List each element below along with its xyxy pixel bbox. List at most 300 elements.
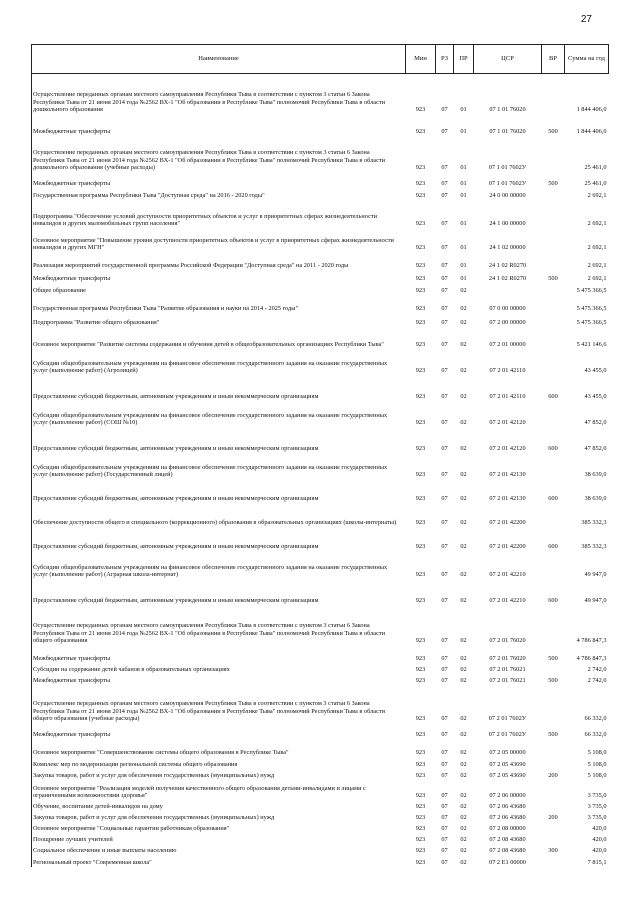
- cell-rz: 07: [441, 543, 448, 551]
- header-min: Мин: [406, 45, 436, 74]
- cell-pr: 02: [460, 847, 467, 855]
- cell-rz: 07: [441, 597, 448, 605]
- cell-min: 923: [415, 666, 426, 674]
- cell-min: 923: [415, 772, 426, 780]
- cell-rz: 07: [441, 164, 448, 172]
- cell-vr: [542, 228, 565, 252]
- table-row: [32, 188, 609, 200]
- cell-csr: 24 1 02 00000: [489, 244, 526, 252]
- table-row: [32, 479, 609, 503]
- cell-min: 923: [415, 836, 426, 844]
- cell-sum: 43 455,0: [584, 393, 607, 401]
- cell-rz: 07: [441, 180, 448, 188]
- cell-rz: 07: [441, 367, 448, 375]
- cell-min: 923: [415, 287, 426, 295]
- cell-csr: 07 2 01 76021: [489, 666, 526, 674]
- cell-sum: 420,0: [592, 847, 607, 855]
- cell-min: 923: [415, 367, 426, 375]
- cell-rz: 07: [441, 244, 448, 252]
- cell-vr: 200: [548, 814, 558, 822]
- cell-pr: 01: [460, 262, 467, 270]
- cell-sum: 385 332,3: [581, 543, 607, 551]
- cell-rz: 07: [441, 445, 448, 453]
- cell-sum: 5 475 366,5: [576, 287, 607, 295]
- cell-vr: [542, 739, 565, 757]
- cell-pr: 01: [460, 192, 467, 200]
- cell-name: Осуществление переданных органам местного самоуправления Республики Тыва в соответствии с пунктом 3 статьи 6 Закона Республики Тыва от 21 июня 2014 года №2562 ВХ-1 "Об образовании в Республике Тыва" полномочий Республики Тыва в области общего образования (учебные расходы): [32, 685, 406, 723]
- table-row: [32, 349, 609, 375]
- cell-csr: 07 2 01 42110: [489, 393, 526, 401]
- cell-csr: 07 2 06 00000: [489, 792, 526, 800]
- cell-min: 923: [415, 471, 426, 479]
- cell-vr: 600: [548, 393, 558, 401]
- cell-csr: 24 0 00 00000: [489, 192, 526, 200]
- cell-vr: 500: [548, 180, 558, 188]
- cell-csr: 07 2 00 00000: [489, 319, 526, 327]
- table-row: [32, 295, 609, 313]
- cell-vr: [542, 780, 565, 800]
- cell-rz: 07: [441, 275, 448, 283]
- cell-name: Осуществление переданных органам местного самоуправления Республики Тыва в соответствии с пунктом 3 статьи 6 Закона Республики Тыва от 21 июня 2014 года №2562 ВХ-1 "Об образовании в Республике Тыва" полномочий Республики Тыва в области общего образования: [32, 605, 406, 645]
- cell-name: Социальное обеспечение и иные выплаты населению: [32, 844, 406, 855]
- cell-rz: 07: [441, 655, 448, 663]
- cell-csr: 07 2 01 42120: [489, 445, 526, 453]
- table-row: [32, 844, 609, 855]
- cell-rz: 07: [441, 262, 448, 270]
- cell-name: Основное мероприятие "Совершенствование системы общего образования в Республике Тыва": [32, 739, 406, 757]
- cell-vr: [542, 200, 565, 228]
- header-name: Наименование: [32, 45, 406, 74]
- table-row: [32, 270, 609, 283]
- cell-name: Предоставление субсидий бюджетным, автономным учреждениям и иным некоммерческим организациям: [32, 527, 406, 551]
- cell-rz: 07: [441, 519, 448, 527]
- page-number: 27: [580, 14, 592, 25]
- cell-rz: 07: [441, 637, 448, 645]
- header-vr: ВР: [542, 45, 565, 74]
- cell-pr: 02: [460, 287, 467, 295]
- cell-min: 923: [415, 655, 426, 663]
- cell-pr: 02: [460, 519, 467, 527]
- cell-pr: 01: [460, 275, 467, 283]
- cell-sum: 2 692,1: [587, 275, 607, 283]
- cell-sum: 38 639,0: [584, 495, 607, 503]
- cell-pr: 02: [460, 761, 467, 769]
- table-row: [32, 833, 609, 844]
- cell-name: Предоставление субсидий бюджетным, автономным учреждениям и иным некоммерческим организациям: [32, 375, 406, 401]
- cell-name: Осуществление переданных органам местного самоуправления Республики Тыва в соответствии с пунктом 3 статьи 6 Закона Республики Тыва от 21 июня 2014 года №2562 ВХ-1 "Об образовании в Республике Тыва" полномочий Республики Тыва в области дошкольного образования (учебные расходы): [32, 136, 406, 172]
- cell-rz: 07: [441, 847, 448, 855]
- cell-pr: 02: [460, 341, 467, 349]
- cell-vr: 500: [548, 731, 558, 739]
- cell-sum: 5 475 366,5: [576, 305, 607, 313]
- cell-csr: 07 2 01 76021: [489, 677, 526, 685]
- cell-rz: 07: [441, 792, 448, 800]
- cell-sum: 420,0: [592, 836, 607, 844]
- cell-pr: 02: [460, 749, 467, 757]
- cell-csr: 07 2 01 42210: [489, 597, 526, 605]
- cell-csr: 07 2 05 43690: [489, 772, 526, 780]
- cell-sum: 49 947,0: [584, 571, 607, 579]
- cell-min: 923: [415, 128, 426, 136]
- cell-rz: 07: [441, 677, 448, 685]
- cell-min: 923: [415, 749, 426, 757]
- cell-name: Комплекс мер по модернизации региональной системы общего образования: [32, 757, 406, 769]
- cell-min: 923: [415, 244, 426, 252]
- cell-vr: [542, 685, 565, 723]
- cell-name: Субсидии на содержание детей чабанов в образовательных организациях: [32, 663, 406, 674]
- cell-csr: 07 2 01 42130: [489, 495, 526, 503]
- cell-rz: 07: [441, 305, 448, 313]
- cell-pr: 02: [460, 419, 467, 427]
- table-row: [32, 453, 609, 479]
- cell-sum: 1 844 406,0: [576, 106, 607, 114]
- table-row: [32, 800, 609, 811]
- cell-sum: 2 692,1: [587, 244, 607, 252]
- cell-sum: 2 742,0: [587, 666, 607, 674]
- table-row: [32, 723, 609, 739]
- cell-vr: [542, 252, 565, 270]
- table-row: [32, 769, 609, 780]
- cell-csr: 07 2 01 42120: [489, 419, 526, 427]
- budget-table: [31, 44, 609, 867]
- cell-vr: 600: [548, 445, 558, 453]
- header-csr: ЦСР: [474, 45, 542, 74]
- cell-vr: 500: [548, 677, 558, 685]
- cell-csr: 07 1 01 7602У: [488, 164, 527, 172]
- cell-name: Основное мероприятие "Развитие системы содержания и обучения детей в общеобразовательных организациях Республики Тыва": [32, 327, 406, 349]
- cell-csr: 07 2 06 43680: [489, 814, 526, 822]
- cell-rz: 07: [441, 495, 448, 503]
- table-row: [32, 811, 609, 822]
- cell-name: Основное мероприятие "Реализация моделей получения качественного общего образования детьми-инвалидами и лицами с ограниченными возможностями здоровья": [32, 780, 406, 800]
- cell-vr: [542, 605, 565, 645]
- cell-vr: [542, 327, 565, 349]
- cell-name: Осуществление переданных органам местного самоуправления Республики Тыва в соответствии с пунктом 3 статьи 6 Закона Республики Тыва от 21 июня 2014 года №2562 ВХ-1 "Об образовании в Республике Тыва" полномочий Республики Тыва в области дошкольного образования: [32, 74, 406, 114]
- cell-rz: 07: [441, 825, 448, 833]
- cell-name: Обеспечение доступности общего и специального (коррекционного) образования в образовательных организациях (школы-интернаты): [32, 503, 406, 527]
- cell-vr: [542, 295, 565, 313]
- cell-vr: 600: [548, 495, 558, 503]
- cell-vr: [542, 800, 565, 811]
- cell-vr: [542, 136, 565, 172]
- cell-pr: 02: [460, 792, 467, 800]
- cell-name: Основное мероприятие "Повышение уровня доступности приоритетных объектов и услуг в приоритетных сферах жизнедеятельности инвалидов и других МГН": [32, 228, 406, 252]
- cell-pr: 02: [460, 825, 467, 833]
- cell-min: 923: [415, 106, 426, 114]
- cell-min: 923: [415, 262, 426, 270]
- cell-vr: 500: [548, 275, 558, 283]
- cell-min: 923: [415, 220, 426, 228]
- cell-pr: 02: [460, 803, 467, 811]
- table-row: [32, 172, 609, 188]
- cell-vr: [542, 855, 565, 867]
- cell-min: 923: [415, 803, 426, 811]
- cell-name: Подпрограмма "Обеспечение условий доступности приоритетных объектов и услуг в приоритетных сферах жизнедеятельности инвалидов и других маломобильных групп населения": [32, 200, 406, 228]
- table-row: [32, 685, 609, 723]
- cell-vr: [542, 349, 565, 375]
- cell-pr: 02: [460, 677, 467, 685]
- cell-rz: 07: [441, 836, 448, 844]
- cell-sum: 25 461,0: [584, 164, 607, 172]
- cell-csr: 07 2 01 7602У: [488, 731, 527, 739]
- table-row: [32, 283, 609, 295]
- cell-csr: 07 2 08 00000: [489, 825, 526, 833]
- cell-name: Обучение, воспитание детей-инвалидов на дому: [32, 800, 406, 811]
- cell-min: 923: [415, 814, 426, 822]
- cell-min: 923: [415, 825, 426, 833]
- cell-sum: 2 692,1: [587, 192, 607, 200]
- cell-vr: 200: [548, 772, 558, 780]
- cell-vr: [542, 663, 565, 674]
- cell-pr: 01: [460, 180, 467, 188]
- cell-min: 923: [415, 319, 426, 327]
- cell-pr: 02: [460, 597, 467, 605]
- cell-rz: 07: [441, 106, 448, 114]
- table-row: [32, 663, 609, 674]
- cell-csr: 07 2 01 42200: [489, 519, 526, 527]
- cell-rz: 07: [441, 393, 448, 401]
- cell-min: 923: [415, 419, 426, 427]
- header-sum: Сумма на год: [565, 45, 609, 74]
- cell-rz: 07: [441, 772, 448, 780]
- cell-sum: 3 735,0: [587, 792, 607, 800]
- cell-name: Реализация мероприятий государственной программы Российской Федерации "Доступная среда" на 2011 - 2020 годы: [32, 252, 406, 270]
- cell-sum: 5 421 146,6: [576, 341, 607, 349]
- cell-pr: 02: [460, 393, 467, 401]
- cell-sum: 3 735,0: [587, 814, 607, 822]
- cell-min: 923: [415, 164, 426, 172]
- cell-rz: 07: [441, 715, 448, 723]
- table-row: [32, 527, 609, 551]
- cell-min: 923: [415, 677, 426, 685]
- cell-pr: 02: [460, 859, 467, 867]
- cell-rz: 07: [441, 128, 448, 136]
- cell-min: 923: [415, 637, 426, 645]
- cell-csr: 07 2 E1 00000: [489, 859, 526, 867]
- cell-rz: 07: [441, 803, 448, 811]
- cell-pr: 02: [460, 471, 467, 479]
- cell-min: 923: [415, 275, 426, 283]
- cell-vr: 500: [548, 655, 558, 663]
- cell-sum: 7 815,1: [587, 859, 607, 867]
- cell-name: Субсидии общеобразовательным учреждениям на финансовое обеспечение государственного задания на оказание государственных услуг (выполнение работ) (Государственный лицей): [32, 453, 406, 479]
- cell-rz: 07: [441, 471, 448, 479]
- cell-csr: 07 2 06 43680: [489, 803, 526, 811]
- cell-csr: 07 0 00 00000: [489, 305, 526, 313]
- table-row: [32, 757, 609, 769]
- table-row: [32, 645, 609, 663]
- table-row: [32, 674, 609, 685]
- cell-vr: [542, 188, 565, 200]
- cell-csr: 07 2 01 42210: [489, 571, 526, 579]
- cell-name: Подпрограмма "Развитие общего образования": [32, 313, 406, 327]
- cell-name: Межбюджетные трансферты: [32, 645, 406, 663]
- cell-pr: 02: [460, 666, 467, 674]
- cell-csr: 07 1 01 7602У: [488, 180, 527, 188]
- cell-csr: 24 1 00 00000: [489, 220, 526, 228]
- cell-rz: 07: [441, 287, 448, 295]
- cell-name: Субсидии общеобразовательным учреждениям на финансовое обеспечение государственного задания на оказание государственных услуг (выполнение работ) (СОШ №10): [32, 401, 406, 427]
- cell-rz: 07: [441, 859, 448, 867]
- cell-min: 923: [415, 341, 426, 349]
- cell-rz: 07: [441, 666, 448, 674]
- cell-min: 923: [415, 847, 426, 855]
- cell-sum: 5 108,0: [587, 749, 607, 757]
- cell-csr: 07 2 01 42200: [489, 543, 526, 551]
- cell-vr: [542, 551, 565, 579]
- cell-name: Предоставление субсидий бюджетным, автономным учреждениям и иным некоммерческим организациям: [32, 427, 406, 453]
- cell-pr: 02: [460, 445, 467, 453]
- cell-name: Предоставление субсидий бюджетным, автономным учреждениям и иным некоммерческим организациям: [32, 479, 406, 503]
- cell-csr: 07 2 01 76020: [489, 655, 526, 663]
- cell-rz: 07: [441, 761, 448, 769]
- cell-min: 923: [415, 519, 426, 527]
- cell-min: 923: [415, 445, 426, 453]
- cell-min: 923: [415, 571, 426, 579]
- cell-pr: 02: [460, 715, 467, 723]
- cell-rz: 07: [441, 731, 448, 739]
- cell-min: 923: [415, 543, 426, 551]
- cell-name: Субсидии общеобразовательным учреждениям на финансовое обеспечение государственного задания на оказание государственных услуг (выполнение работ) (Агролицей): [32, 349, 406, 375]
- cell-min: 923: [415, 761, 426, 769]
- cell-sum: 1 844 406,0: [576, 128, 607, 136]
- table-row: [32, 579, 609, 605]
- table-row: [32, 200, 609, 228]
- cell-rz: 07: [441, 220, 448, 228]
- cell-sum: 4 786 847,3: [576, 655, 607, 663]
- table-row: [32, 401, 609, 427]
- cell-sum: 25 461,0: [584, 180, 607, 188]
- cell-pr: 02: [460, 772, 467, 780]
- cell-csr: 07 2 05 43690: [489, 761, 526, 769]
- table-row: [32, 739, 609, 757]
- cell-min: 923: [415, 180, 426, 188]
- cell-vr: [542, 401, 565, 427]
- cell-csr: 07 2 01 42110: [489, 367, 526, 375]
- cell-pr: 02: [460, 319, 467, 327]
- cell-sum: 3 735,0: [587, 803, 607, 811]
- table-row: [32, 855, 609, 867]
- cell-name: Межбюджетные трансферты: [32, 723, 406, 739]
- cell-min: 923: [415, 495, 426, 503]
- cell-sum: 2 742,0: [587, 677, 607, 685]
- cell-csr: 07 2 01 7602У: [488, 715, 527, 723]
- table-header: [32, 45, 609, 74]
- cell-vr: 500: [548, 128, 558, 136]
- cell-pr: 01: [460, 244, 467, 252]
- cell-sum: 49 947,0: [584, 597, 607, 605]
- cell-sum: 47 852,0: [584, 419, 607, 427]
- cell-name: Предоставление субсидий бюджетным, автономным учреждениям и иным некоммерческим организациям: [32, 579, 406, 605]
- cell-rz: 07: [441, 341, 448, 349]
- cell-sum: 66 332,0: [584, 715, 607, 723]
- header-pr: ПР: [454, 45, 474, 74]
- cell-csr: 07 1 01 76020: [489, 128, 526, 136]
- cell-name: Поощрение лучших учителей: [32, 833, 406, 844]
- table-row: [32, 427, 609, 453]
- cell-vr: 300: [548, 847, 558, 855]
- cell-min: 923: [415, 393, 426, 401]
- cell-name: Межбюджетные трансферты: [32, 270, 406, 283]
- cell-name: Общее образование: [32, 283, 406, 295]
- cell-min: 923: [415, 192, 426, 200]
- cell-pr: 01: [460, 220, 467, 228]
- cell-rz: 07: [441, 814, 448, 822]
- cell-pr: 02: [460, 731, 467, 739]
- cell-rz: 07: [441, 749, 448, 757]
- table-row: [32, 822, 609, 833]
- cell-pr: 02: [460, 655, 467, 663]
- cell-min: 923: [415, 792, 426, 800]
- cell-vr: [542, 313, 565, 327]
- cell-vr: [542, 503, 565, 527]
- cell-csr: 24 1 02 R0270: [488, 275, 527, 283]
- table-row: [32, 780, 609, 800]
- table-row: [32, 503, 609, 527]
- cell-pr: 02: [460, 495, 467, 503]
- table-row: [32, 136, 609, 172]
- cell-csr: 07 2 01 42130: [489, 471, 526, 479]
- table-row: [32, 74, 609, 114]
- cell-vr: 600: [548, 543, 558, 551]
- cell-pr: 01: [460, 128, 467, 136]
- table-row: [32, 327, 609, 349]
- cell-csr: 07 1 01 76020: [489, 106, 526, 114]
- table-body: [32, 74, 609, 867]
- table-row: [32, 114, 609, 136]
- cell-rz: 07: [441, 192, 448, 200]
- cell-pr: 02: [460, 367, 467, 375]
- cell-name: Межбюджетные трансферты: [32, 172, 406, 188]
- cell-sum: 5 108,0: [587, 772, 607, 780]
- cell-vr: [542, 453, 565, 479]
- table-row: [32, 313, 609, 327]
- cell-min: 923: [415, 859, 426, 867]
- cell-sum: 38 639,0: [584, 471, 607, 479]
- cell-sum: 5 108,0: [587, 761, 607, 769]
- cell-csr: 07 2 08 43680: [489, 836, 526, 844]
- cell-name: Закупка товаров, работ и услуг для обеспечения государственных (муниципальных) нужд: [32, 769, 406, 780]
- cell-min: 923: [415, 715, 426, 723]
- cell-vr: 600: [548, 597, 558, 605]
- cell-vr: [542, 757, 565, 769]
- cell-name: Государственная программа Республики Тыва "Развитие образования и науки на 2014 - 2025 годы": [32, 295, 406, 313]
- cell-name: Субсидии общеобразовательным учреждениям на финансовое обеспечение государственного задания на оказание государственных услуг (выполнение работ) (Аграрная школа-интернат): [32, 551, 406, 579]
- cell-pr: 02: [460, 543, 467, 551]
- cell-csr: [474, 283, 542, 295]
- cell-vr: [542, 283, 565, 295]
- cell-pr: 01: [460, 106, 467, 114]
- cell-pr: 01: [460, 164, 467, 172]
- cell-pr: 02: [460, 836, 467, 844]
- cell-sum: 420,0: [592, 825, 607, 833]
- table-row: [32, 228, 609, 252]
- cell-csr: 07 2 01 76020: [489, 637, 526, 645]
- table-row: [32, 252, 609, 270]
- cell-pr: 02: [460, 571, 467, 579]
- cell-min: 923: [415, 597, 426, 605]
- cell-sum: 43 455,0: [584, 367, 607, 375]
- cell-sum: 2 692,1: [587, 262, 607, 270]
- cell-sum: 2 692,1: [587, 220, 607, 228]
- cell-sum: 5 475 366,5: [576, 319, 607, 327]
- header-rz: РЗ: [436, 45, 454, 74]
- cell-rz: 07: [441, 419, 448, 427]
- table-row: [32, 375, 609, 401]
- cell-name: Государственная программа Республики Тыва "Доступная среда" на 2016 - 2020 годы": [32, 188, 406, 200]
- cell-csr: 07 2 05 00000: [489, 749, 526, 757]
- cell-pr: 02: [460, 637, 467, 645]
